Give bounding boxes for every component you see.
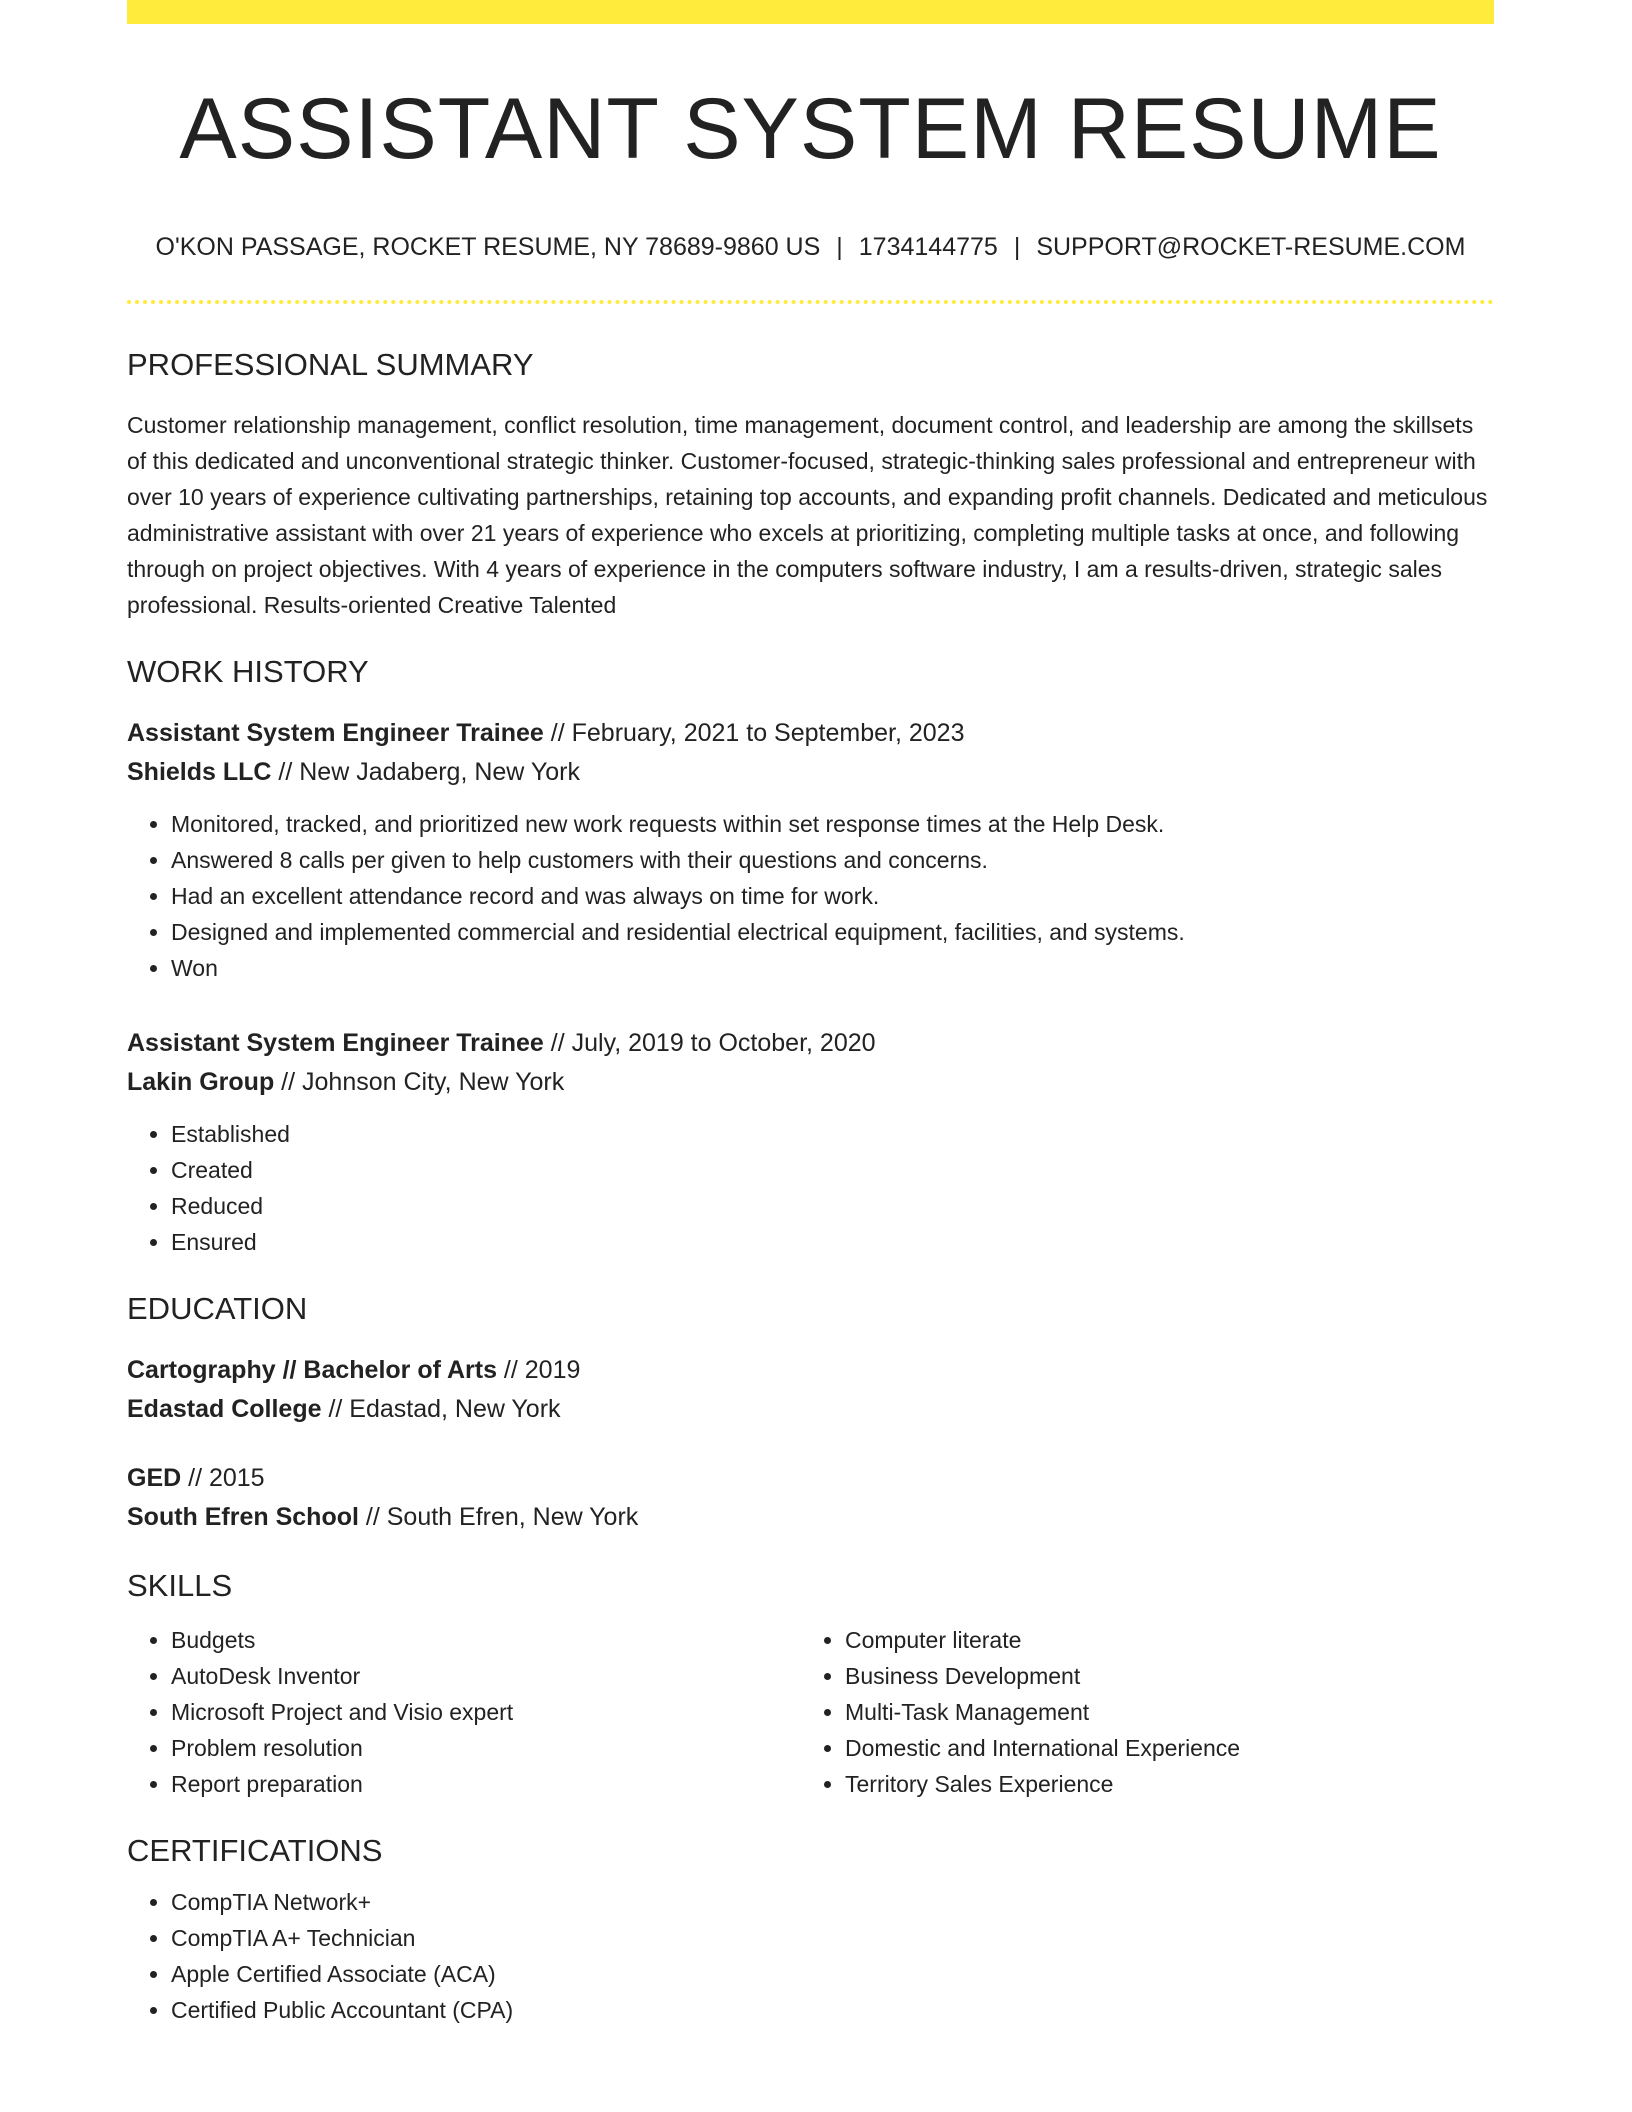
job-location: // Johnson City, New York xyxy=(274,1067,565,1096)
education-degree-line xyxy=(127,1459,1494,1498)
list-item: • CompTIA Network+ xyxy=(171,1884,1494,1920)
contact-separator: | xyxy=(836,232,843,261)
job-bullets xyxy=(127,806,1494,986)
list-item: • Ensured xyxy=(171,1224,1494,1260)
list-item: • Computer literate xyxy=(845,1622,1494,1658)
dotted-divider xyxy=(127,300,1494,304)
list-item: • Established xyxy=(171,1116,1494,1152)
list-item: • Certified Public Accountant (CPA) xyxy=(171,1992,1494,2028)
resume-page xyxy=(127,0,1494,2028)
contact-email: SUPPORT@ROCKET-RESUME.COM xyxy=(1036,232,1466,261)
summary-heading: PROFESSIONAL SUMMARY xyxy=(127,346,534,382)
certifications-list xyxy=(127,1884,1494,2028)
education-year: // 2019 xyxy=(496,1356,581,1385)
education-location: // South Efren, New York xyxy=(358,1503,639,1532)
resume-title: ASSISTANT SYSTEM RESUME xyxy=(179,81,1442,177)
list-item: • AutoDesk Inventor xyxy=(171,1658,801,1694)
list-item: • Created xyxy=(171,1152,1494,1188)
list-item: • Budgets xyxy=(171,1622,801,1658)
list-item: • Had an excellent attendance record and was always on time for work. xyxy=(171,878,1494,914)
job-title-line xyxy=(127,1024,1494,1063)
contact-separator: | xyxy=(1013,232,1021,261)
education-degree: Cartography // Bachelor of Arts xyxy=(127,1356,497,1385)
job-company-line xyxy=(127,1063,1494,1102)
education-degree: GED xyxy=(127,1464,182,1493)
list-item: • Territory Sales Experience xyxy=(845,1766,1494,1802)
job-company: Lakin Group xyxy=(127,1067,275,1096)
contact-phone: 1734144775 xyxy=(858,232,998,261)
list-item: • Answered 8 calls per given to help customers with their questions and concerns. xyxy=(171,842,1494,878)
contact-address: O'KON PASSAGE, ROCKET RESUME, NY 78689-9860 US xyxy=(155,232,821,261)
job-company: Shields LLC xyxy=(127,757,272,786)
education-school-line xyxy=(127,1498,1494,1537)
job-bullets xyxy=(127,1116,1494,1260)
education-school-line xyxy=(127,1390,1494,1429)
education-degree-line xyxy=(127,1351,1494,1390)
skills-heading: SKILLS xyxy=(127,1568,233,1604)
list-item: • Apple Certified Associate (ACA) xyxy=(171,1956,1494,1992)
education-location: // Edastad, New York xyxy=(321,1395,561,1424)
list-item: • Microsoft Project and Visio expert xyxy=(171,1694,801,1730)
skills-list-right xyxy=(801,1622,1494,1802)
job-title-line xyxy=(127,714,1494,753)
list-item: • Multi-Task Management xyxy=(845,1694,1494,1730)
list-item: • Monitored, tracked, and prioritized new work requests within set response times at the Help Desk. xyxy=(171,806,1494,842)
education-heading: EDUCATION xyxy=(127,1290,308,1326)
job-dates: // July, 2019 to October, 2020 xyxy=(543,1028,876,1057)
list-item: • Problem resolution xyxy=(171,1730,801,1766)
job-title: Assistant System Engineer Trainee xyxy=(127,1028,544,1057)
education-year: // 2015 xyxy=(181,1464,265,1493)
work-history-heading: WORK HISTORY xyxy=(127,653,369,689)
job-title: Assistant System Engineer Trainee xyxy=(127,718,544,747)
education-entry xyxy=(127,1459,1494,1537)
certifications-heading: CERTIFICATIONS xyxy=(127,1833,383,1869)
accent-top-bar xyxy=(127,0,1494,24)
list-item: • Reduced xyxy=(171,1188,1494,1224)
job-entry xyxy=(127,1024,1494,1260)
list-item: • Designed and implemented commercial and residential electrical equipment, facilities, and systems. xyxy=(171,914,1494,950)
skills-columns xyxy=(127,1622,1494,1802)
job-company-line xyxy=(127,753,1494,792)
job-entry xyxy=(127,714,1494,986)
education-school: South Efren School xyxy=(127,1503,359,1532)
job-dates: // February, 2021 to September, 2023 xyxy=(543,718,965,747)
contact-line xyxy=(127,232,1494,262)
list-item: • Won xyxy=(171,950,1494,986)
list-item: • Business Development xyxy=(845,1658,1494,1694)
summary-text: Customer relationship management, conflict resolution, time management, document control, and leadership are among the skillsets of this dedicated and unconventional strategic thinker. Customer-focused, strategic-thinking sales professional and entrepreneur with over 10 years of experience cultivating partnerships, retaining top accounts, and expanding profit channels. Dedicated and meticulous administrative assistant with over 21 years of experience who excels at prioritizing, completing multiple tasks at once, and following through on project objectives. With 4 years of experience in the computers software industry, I am a results-driven, strategic sales professional. Results-oriented Creative Talented xyxy=(127,411,1488,618)
skills-list-left xyxy=(127,1622,801,1802)
job-location: // New Jadaberg, New York xyxy=(271,757,580,786)
education-entry xyxy=(127,1351,1494,1429)
list-item: • Domestic and International Experience xyxy=(845,1730,1494,1766)
list-item: • CompTIA A+ Technician xyxy=(171,1920,1494,1956)
education-school: Edastad College xyxy=(127,1395,322,1424)
list-item: • Report preparation xyxy=(171,1766,801,1802)
